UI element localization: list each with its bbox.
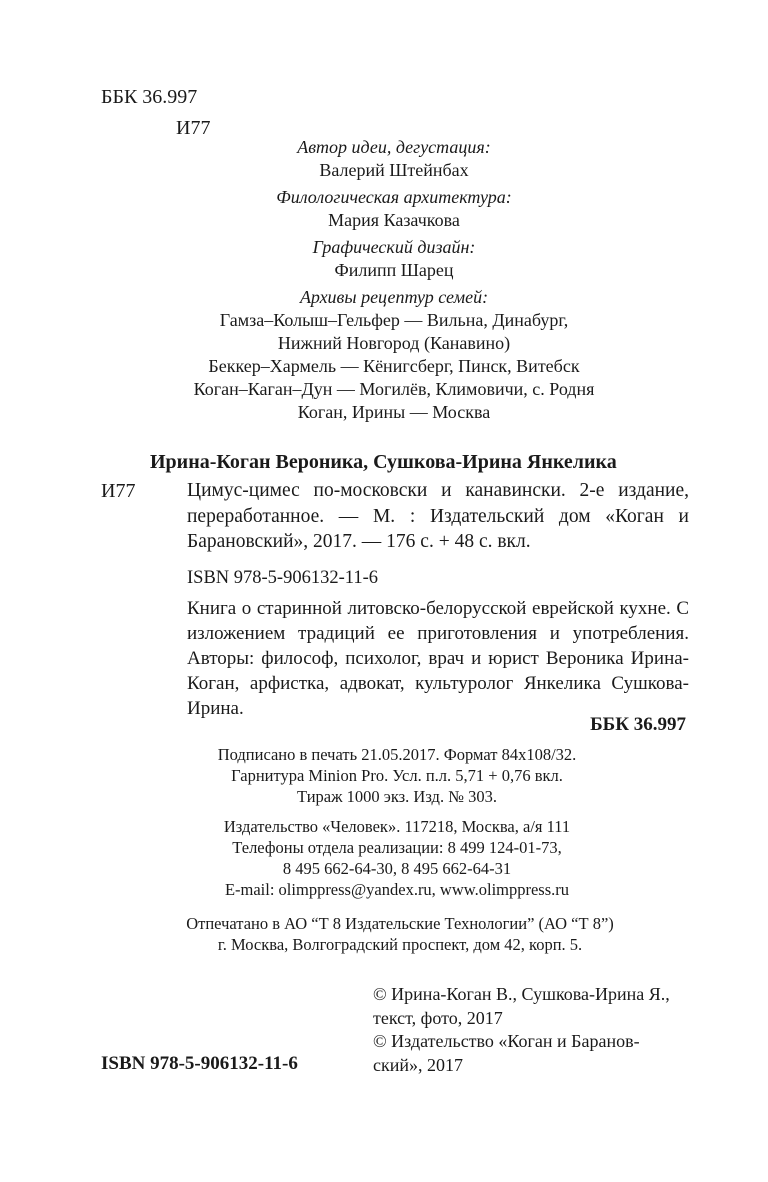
copyright-notice — [373, 983, 689, 1077]
bbk-code-top: ББК 36.997 — [101, 86, 198, 108]
credits — [100, 136, 688, 428]
credit-line: Мария Казачкова — [328, 210, 460, 230]
print-signed-block — [187, 744, 607, 807]
copyright-line: текст, фото, 2017 — [373, 1007, 503, 1028]
credit-line: Коган–Каган–Дун — Могилёв, Климовичи, с. Родня — [193, 379, 595, 399]
credit-line: Коган, Ирины — Москва — [297, 402, 491, 422]
imprint-line: Издательство «Человек». 117218, Москва, а/я 111 — [223, 817, 571, 836]
printer-line: г. Москва, Волгоградский проспект, дом 42, корп. 5. — [217, 935, 583, 954]
printer-info — [100, 913, 700, 955]
copyright-line: © Издательство «Коган и Баранов- — [373, 1031, 640, 1051]
credit-group — [100, 186, 688, 232]
credit-line: Нижний Новгород (Канавино) — [277, 333, 511, 353]
credit-line: Гамза–Колыш–Гельфер — Вильна, Динабург, — [219, 310, 569, 330]
bibliographic-description: Цимус-цимес по-московски и канавински. 2-е издание, переработанное. — М. : Издательский дом «Коган и Барановский», 2017. — 176 с. + 48 с. вкл. — [187, 480, 689, 552]
bbk-code-bottom: ББК 36.997 — [590, 714, 686, 735]
imprint-line: E-mail: olimppress@yandex.ru, www.olimppress.ru — [224, 880, 570, 899]
credit-group — [100, 236, 688, 282]
copyright-line: © Ирина-Коган В., Сушкова-Ирина Я., — [373, 984, 670, 1004]
isbn-inline: ISBN 978-5-906132-11-6 — [187, 568, 378, 588]
credit-role: Автор идеи, дегустация: — [297, 137, 491, 157]
isbn-bottom: ISBN 978-5-906132-11-6 — [101, 1053, 298, 1074]
publisher-block — [187, 816, 607, 900]
credit-line: Валерий Штейнбах — [319, 160, 469, 180]
imprint-details — [187, 744, 607, 909]
credit-role: Графический дизайн: — [312, 237, 476, 257]
imprint-line: 8 495 662-64-30, 8 495 662-64-31 — [282, 859, 512, 878]
printer-line: Отпечатано в АО “Т 8 Издательские Технологии” (АО “Т 8”) — [186, 914, 614, 933]
credit-group — [100, 136, 688, 182]
credit-line: Беккер–Хармель — Кёнигсберг, Пинск, Витебск — [208, 356, 580, 376]
imprint-line: Гарнитура Minion Pro. Усл. п.л. 5,71 + 0,76 вкл. — [231, 766, 563, 785]
imprint-line: Телефоны отдела реализации: 8 499 124-01-73, — [232, 838, 562, 857]
credit-line: Филипп Шарец — [334, 260, 454, 280]
credit-group — [100, 286, 688, 424]
imprint-line: Подписано в печать 21.05.2017. Формат 84х108/32. — [217, 745, 577, 764]
imprint-line: Тираж 1000 экз. Изд. № 303. — [297, 787, 497, 806]
annotation: Книга о старинной литовско-белорусской еврейской кухне. С изложением традиций ее приготовления и употребления. Авторы: философ, психолог, врач и юрист Вероника Ирина-Коган, арфистка, адвокат, культуролог Янкелика Сушкова-Ирина. — [187, 598, 689, 719]
book-authors: Ирина-Коган Вероника, Сушкова-Ирина Янкелика — [150, 451, 617, 473]
copyright-line: ский», 2017 — [373, 1054, 463, 1075]
credit-role: Архивы рецептур семей: — [299, 287, 489, 307]
author-mark: И77 — [101, 480, 136, 502]
credit-role: Филологическая архитектура: — [276, 187, 512, 207]
author-mark-top: И77 — [176, 117, 211, 139]
